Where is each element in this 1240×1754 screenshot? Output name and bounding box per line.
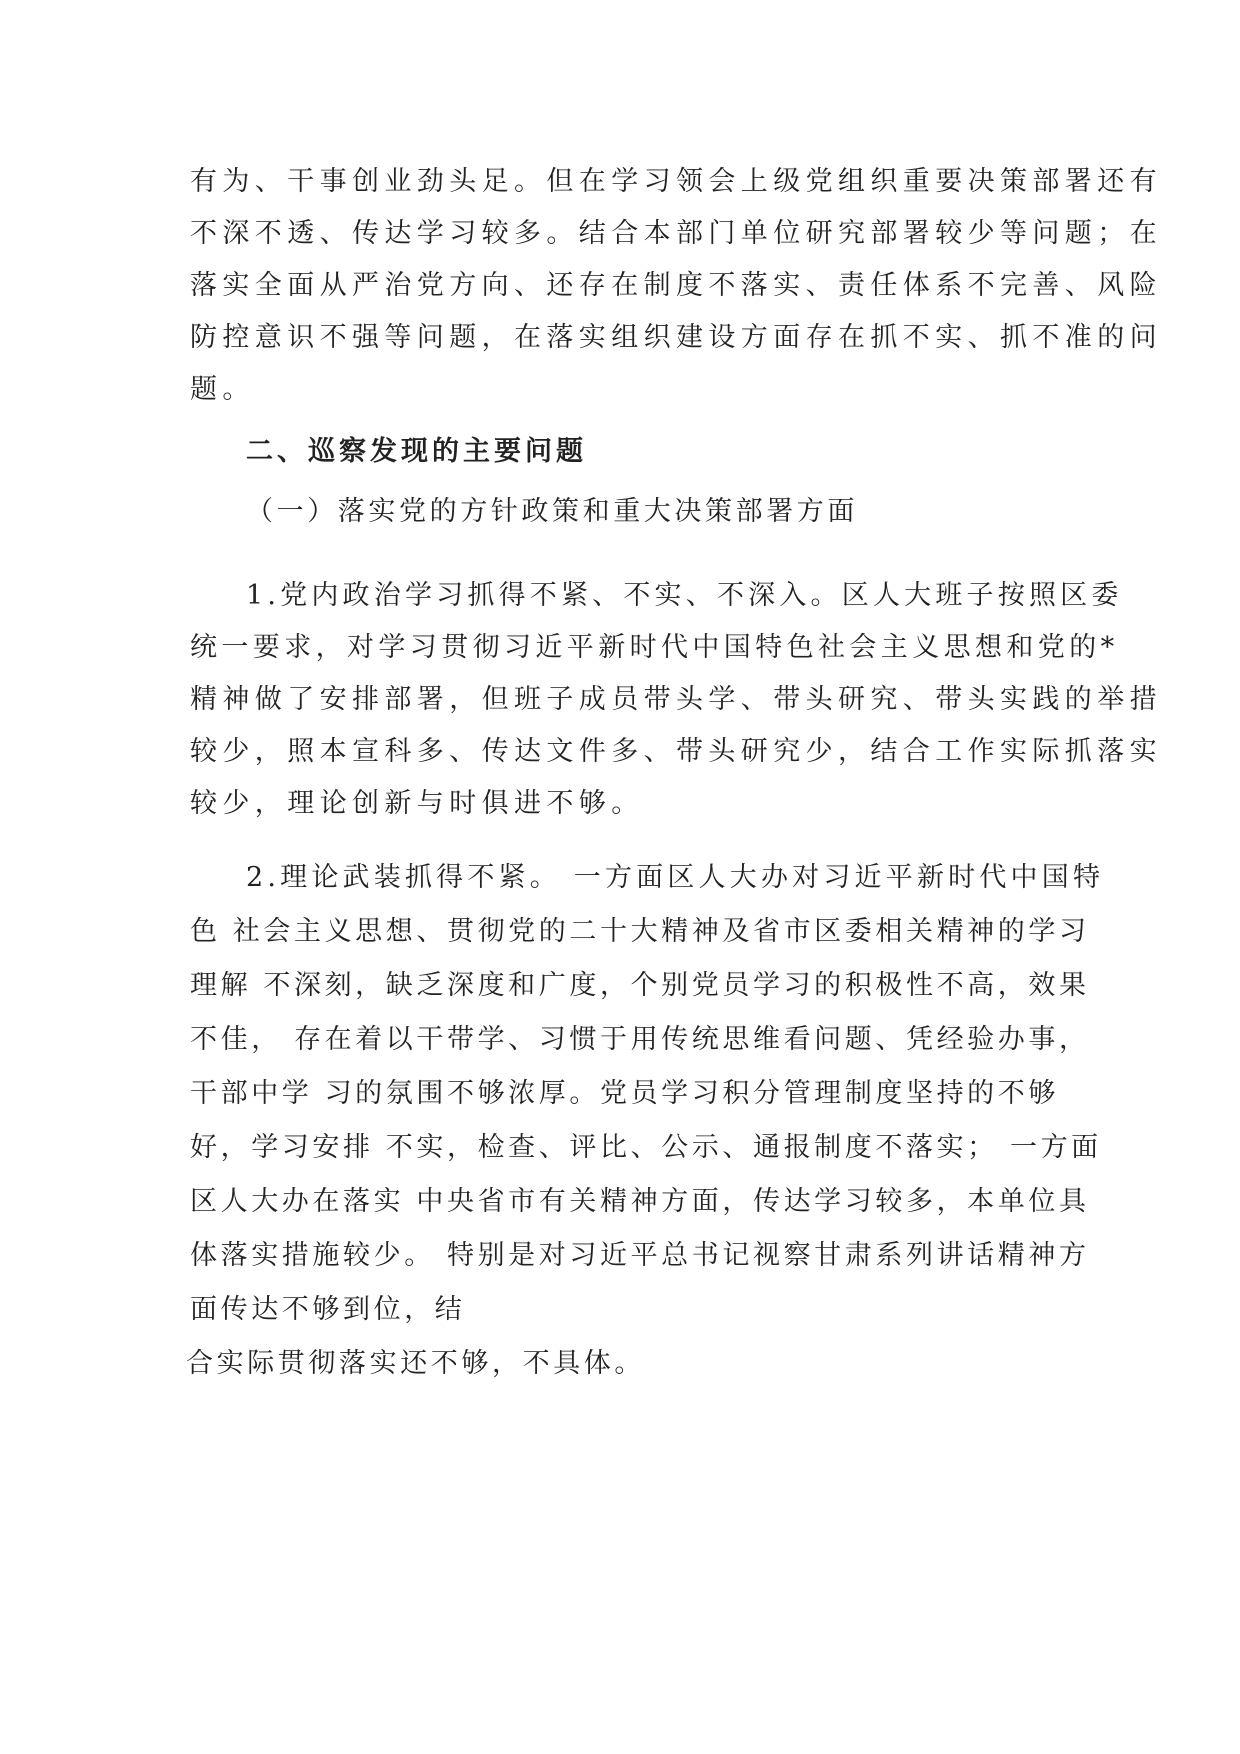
item2-line: 色 社会主义思想、贯彻党的二十大精神及省市区委相关精神的学习 — [190, 916, 1090, 947]
subsection-heading: （一）落实党的方针政策和重大决策部署方面 — [246, 496, 858, 527]
paragraph-line: 落实全面从严治党方向、还存在制度不落实、责任体系不完善、风险 — [190, 270, 1162, 301]
item1-line: 较少，照本宣科多、传达文件多、带头研究少，结合工作实际抓落实 — [190, 736, 1162, 767]
item1-line: 统一要求，对学习贯彻习近平新时代中国特色社会主义思想和党的* — [190, 632, 1119, 663]
item2-line: 不佳， 存在着以干带学、习惯于用传统思维看问题、凭经验办事， — [190, 1024, 1090, 1055]
section-heading: 二、巡察发现的主要问题 — [246, 436, 587, 467]
paragraph-line: 不深不透、传达学习较多。结合本部门单位研究部署较少等问题；在 — [190, 218, 1162, 249]
item1-line: 精神做了安排部署，但班子成员带头学、带头研究、带头实践的举措 — [190, 684, 1162, 715]
item2-line: 合实际贯彻落实还不够，不具体。 — [186, 1348, 645, 1379]
item2-line: 理解 不深刻，缺乏深度和广度，个别党员学习的积极性不高，效果 — [190, 970, 1090, 1001]
item2-line: 2.理论武装抓得不紧。 一方面区人大办对习近平新时代中国特 — [246, 862, 1105, 893]
item1-line: 较少，理论创新与时俱进不够。 — [190, 788, 644, 819]
item2-line: 面传达不够到位，结 — [190, 1294, 466, 1325]
item2-line: 好，学习安排 不实，检查、评比、公示、通报制度不落实； 一方面 — [190, 1132, 1102, 1163]
paragraph-line: 有为、干事创业劲头足。但在学习领会上级党组织重要决策部署还有 — [190, 166, 1162, 197]
item2-line: 干部中学 习的氛围不够浓厚。党员学习积分管理制度坚持的不够 — [190, 1078, 1059, 1109]
item1-line: 1.党内政治学习抓得不紧、不实、不深入。区人大班子按照区委 — [246, 580, 1123, 611]
item2-line: 区人大办在落实 中央省市有关精神方面，传达学习较多，本单位具 — [190, 1186, 1090, 1217]
item2-line: 体落实措施较少。 特别是对习近平总书记视察甘肃系列讲话精神方 — [190, 1240, 1090, 1271]
paragraph-line: 防控意识不强等问题，在落实组织建设方面存在抓不实、抓不准的问 — [190, 322, 1162, 353]
paragraph-line: 题。 — [190, 374, 255, 405]
